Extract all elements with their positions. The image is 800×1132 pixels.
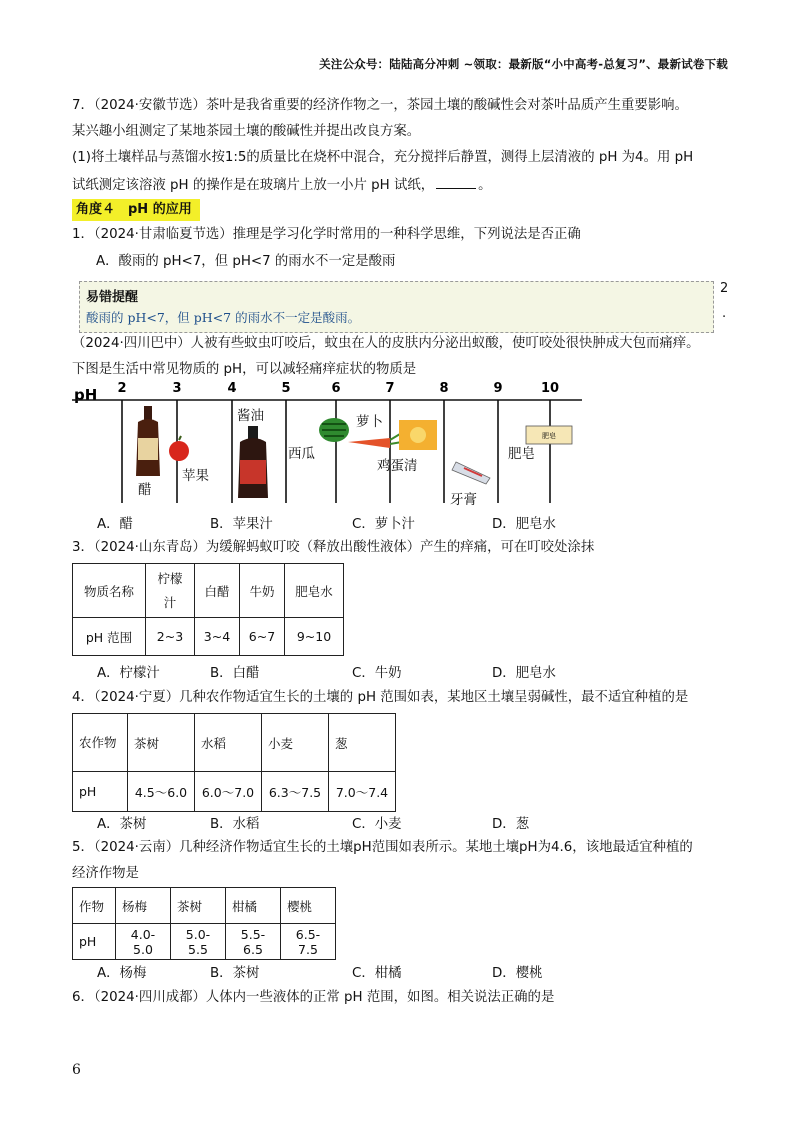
- q7-line1: 7．（2024·安徽节选）茶叶是我省重要的经济作物之一，茶园土壤的酸碱性会对茶叶品质产生重要影响。: [72, 98, 688, 113]
- q5-line2: 经济作物是: [72, 866, 139, 881]
- table-cell: 茶树: [171, 888, 226, 924]
- table-cell: 樱桃: [281, 888, 336, 924]
- tip-title: 易错提醒: [86, 290, 139, 305]
- table-cell: 杨梅: [116, 888, 171, 924]
- table-cell: 6.0～7.0: [195, 772, 262, 812]
- q7-line4-end: 。: [478, 178, 492, 193]
- q4-table: [72, 713, 396, 812]
- table-row: [73, 924, 336, 960]
- table-cell: 小麦: [262, 714, 329, 772]
- table-cell: 肥皂水: [285, 564, 344, 618]
- table-row: [73, 772, 396, 812]
- q4-choice-c[interactable]: C．小麦: [352, 817, 402, 832]
- q4-choice-d[interactable]: D．葱: [492, 817, 530, 832]
- page-header: 关注公众号：陆陆高分冲刺 ~领取：最新版“小中高考-总复习”、最新试卷下载: [319, 57, 728, 71]
- ph-tick-5: 5: [281, 381, 291, 396]
- table-cell: pH 范围: [73, 618, 146, 656]
- ph-scale-figure: [72, 378, 592, 508]
- q5-line1: 5．（2024·云南）几种经济作物适宜生长的土壤pH范围如表所示。某地土壤pH为4.6，该地最适宜种植的: [72, 840, 693, 855]
- table-cell: 作物: [73, 888, 116, 924]
- radish-icon: [348, 434, 402, 448]
- table-cell: 物质名称: [73, 564, 146, 618]
- q2-choice-b[interactable]: B．苹果汁: [210, 517, 273, 532]
- tip-text: 酸雨的 pH<7，但 pH<7 的雨水不一定是酸雨。: [86, 310, 361, 325]
- label-radish: 萝卜: [356, 414, 383, 430]
- q3-choice-a[interactable]: A．柠檬汁: [97, 666, 160, 681]
- label-apple: 苹果: [182, 468, 209, 484]
- side-dot: .: [722, 306, 727, 321]
- toothpaste-icon: [452, 462, 490, 484]
- table-row: [73, 888, 336, 924]
- ph-tick-9: 9: [493, 381, 503, 396]
- table-cell: 4.5～6.0: [128, 772, 195, 812]
- ph-tick-8: 8: [439, 381, 449, 396]
- q7-line4: [72, 174, 492, 196]
- table-cell: 6~7: [240, 618, 285, 656]
- ph-axis-label: pH: [74, 386, 98, 404]
- soap-box-label: 肥皂: [542, 432, 556, 440]
- label-watermelon: 西瓜: [288, 446, 315, 462]
- table-row: [73, 618, 344, 656]
- egg-white-icon: [399, 420, 437, 450]
- table-cell: 6.5-7.5: [281, 924, 336, 960]
- label-vinegar: 醋: [138, 482, 152, 498]
- q4-stem: 4．（2024·宁夏）几种农作物适宜生长的土壤的 pH 范围如表，某地区土壤呈弱碱性，最不适宜种植的是: [72, 690, 689, 705]
- table-cell: 农作物: [73, 714, 128, 772]
- ph-tick-6: 6: [331, 381, 341, 396]
- table-row: [73, 714, 396, 772]
- table-cell: 水稻: [195, 714, 262, 772]
- label-egg-white: 鸡蛋清: [377, 458, 418, 474]
- ph-tick-3: 3: [172, 381, 182, 396]
- q3-choice-b[interactable]: B．白醋: [210, 666, 260, 681]
- ph-tick-2: 2: [117, 381, 127, 396]
- section-tag: 角度４ pH 的应用: [72, 199, 200, 221]
- table-cell: 3~4: [195, 618, 240, 656]
- q3-table: [72, 563, 344, 656]
- table-cell: 白醋: [195, 564, 240, 618]
- vinegar-bottle-icon: [136, 406, 160, 476]
- q1-stem: 1．（2024·甘肃临夏节选）推理是学习化学时常用的一种科学思维，下列说法是否正确: [72, 227, 581, 242]
- q3-stem: 3．（2024·山东青岛）为缓解蚂蚁叮咬（释放出酸性液体）产生的痒痛，可在叮咬处涂抹: [72, 540, 595, 555]
- side-number: 2: [720, 281, 729, 296]
- table-cell: 4.0-5.0: [116, 924, 171, 960]
- table-cell: 7.0～7.4: [329, 772, 396, 812]
- watermelon-icon: [319, 418, 349, 442]
- tip-box: [79, 281, 714, 333]
- q2-line1: （2024·四川巴中）人被有些蚊虫叮咬后，蚊虫在人的皮肤内分泌出蚁酸，使叮咬处很快肿成大包而痛痒。: [72, 336, 700, 351]
- q2-choice-d[interactable]: D．肥皂水: [492, 517, 556, 532]
- table-cell: 9~10: [285, 618, 344, 656]
- q5-choice-d[interactable]: D．樱桃: [492, 966, 543, 981]
- ph-tick-10: 10: [540, 381, 560, 396]
- q2-choice-a[interactable]: A．醋: [97, 517, 133, 532]
- q4-choice-a[interactable]: A．茶树: [97, 817, 147, 832]
- q3-choice-d[interactable]: D．肥皂水: [492, 666, 556, 681]
- q7-line4-text: 试纸测定该溶液 pH 的操作是在玻璃片上放一小片 pH 试纸，: [72, 178, 435, 193]
- q7-line2: 某兴趣小组测定了某地茶园土壤的酸碱性并提出改良方案。: [72, 124, 421, 139]
- q5-table: [72, 887, 336, 960]
- apple-icon: [169, 436, 189, 461]
- q2-line2: 下图是生活中常见物质的 pH，可以减轻痛痒症状的物质是: [72, 362, 417, 377]
- soy-sauce-bottle-icon: [238, 426, 268, 498]
- answer-blank[interactable]: [436, 174, 476, 189]
- table-cell: 葱: [329, 714, 396, 772]
- q2-choice-c[interactable]: C．萝卜汁: [352, 517, 415, 532]
- table-row: [73, 564, 344, 618]
- table-cell: pH: [73, 924, 116, 960]
- table-cell: 牛奶: [240, 564, 285, 618]
- table-cell: 2~3: [146, 618, 195, 656]
- page-number: 6: [72, 1062, 81, 1078]
- q6-stem: 6．（2024·四川成都）人体内一些液体的正常 pH 范围，如图。相关说法正确的是: [72, 990, 555, 1005]
- table-cell: pH: [73, 772, 128, 812]
- table-cell: 柑橘: [226, 888, 281, 924]
- q4-choice-b[interactable]: B．水稻: [210, 817, 260, 832]
- q5-choice-b[interactable]: B．茶树: [210, 966, 260, 981]
- label-soy-sauce: 酱油: [237, 408, 264, 424]
- label-toothpaste: 牙膏: [450, 492, 477, 508]
- table-cell: 5.0-5.5: [171, 924, 226, 960]
- label-soap: 肥皂: [508, 446, 535, 462]
- table-cell: 5.5-6.5: [226, 924, 281, 960]
- q5-choice-a[interactable]: A．杨梅: [97, 966, 147, 981]
- q5-choice-c[interactable]: C．柑橘: [352, 966, 402, 981]
- ph-tick-7: 7: [385, 381, 395, 396]
- soap-box-icon: [526, 426, 572, 444]
- table-cell: 茶树: [128, 714, 195, 772]
- ph-tick-4: 4: [227, 381, 237, 396]
- table-cell: 6.3～7.5: [262, 772, 329, 812]
- q3-choice-c[interactable]: C．牛奶: [352, 666, 402, 681]
- q1-option-a: A．酸雨的 pH<7，但 pH<7 的雨水不一定是酸雨: [96, 254, 396, 269]
- q7-line3: (1)将土壤样品与蒸馏水按1:5的质量比在烧杯中混合，充分搅拌后静置，测得上层清液的 pH 为4。用 pH: [72, 150, 694, 165]
- table-cell: 柠檬汁: [146, 564, 195, 618]
